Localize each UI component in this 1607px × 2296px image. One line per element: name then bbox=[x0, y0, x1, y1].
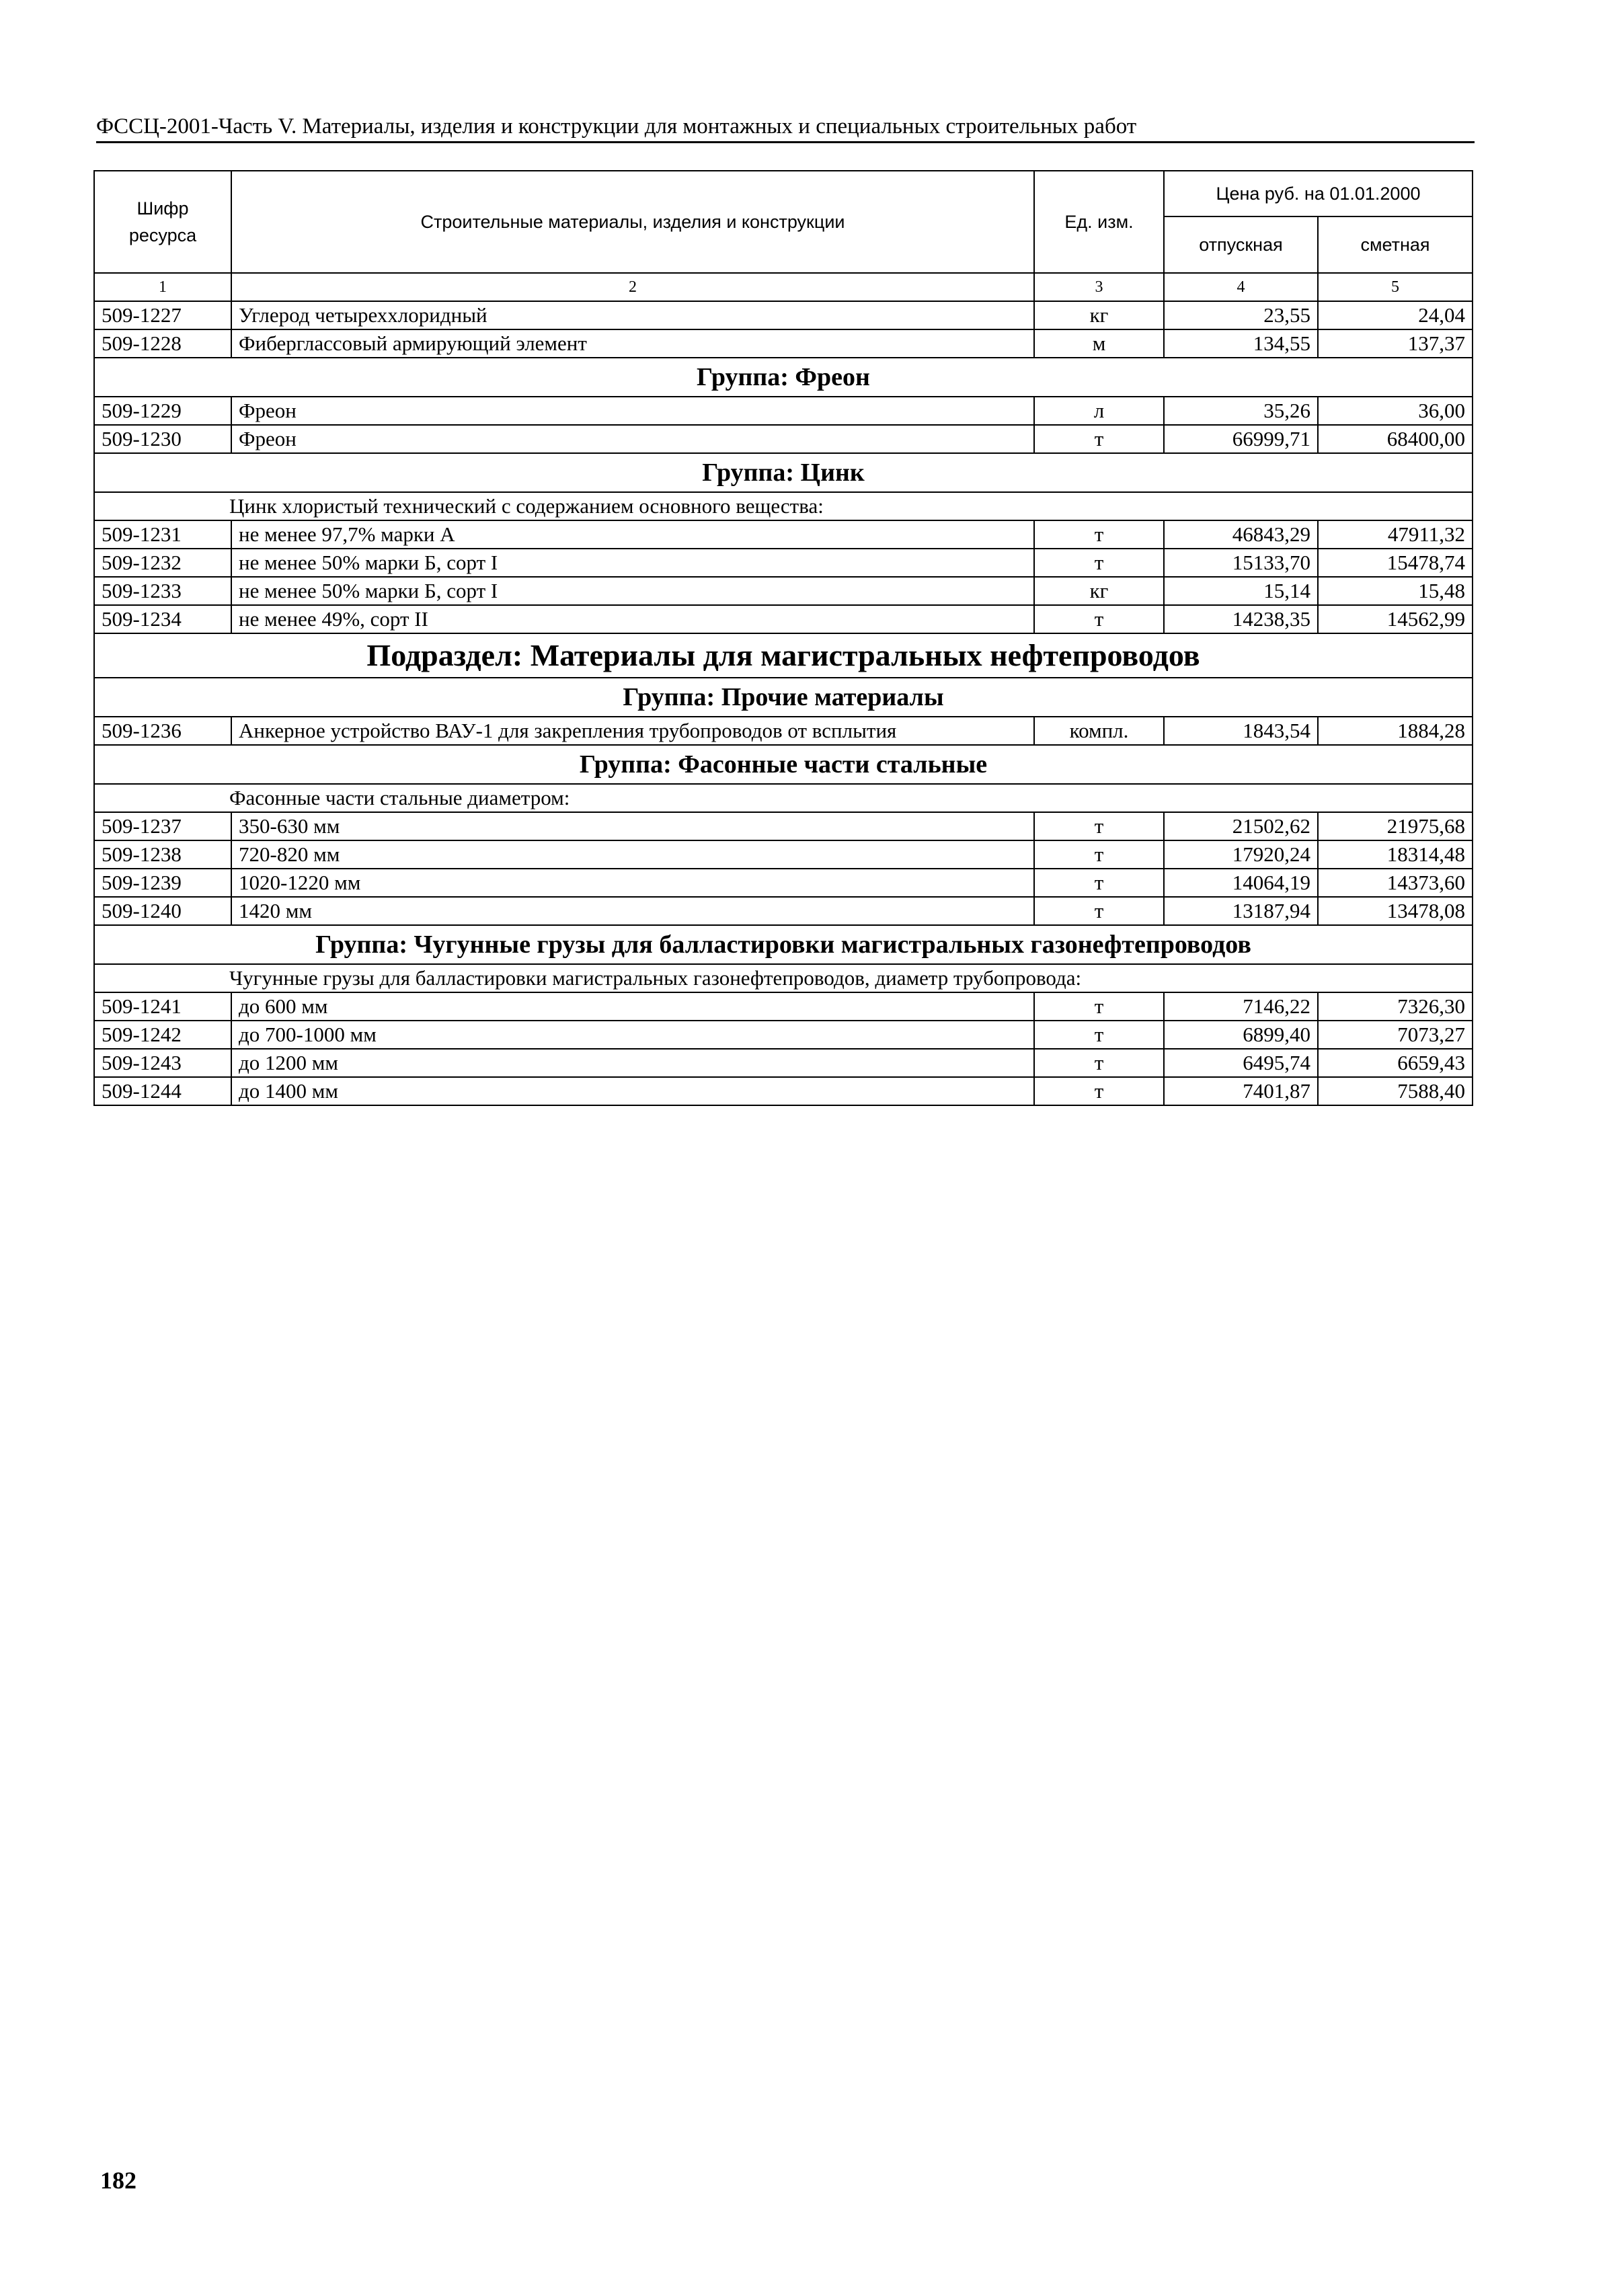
column-number: 3 bbox=[1034, 273, 1164, 301]
group-heading-row bbox=[94, 745, 1473, 784]
table-row bbox=[94, 301, 1473, 329]
material-name: 720-820 мм bbox=[231, 840, 1034, 869]
subsection-heading: Подраздел: Материалы для магистральных нефтепроводов bbox=[94, 633, 1473, 678]
resource-code: 509-1233 bbox=[94, 577, 231, 605]
column-header-price: Цена руб. на 01.01.2000 bbox=[1164, 171, 1473, 216]
estimate-price: 15,48 bbox=[1318, 577, 1473, 605]
release-price: 17920,24 bbox=[1164, 840, 1318, 869]
column-header-code: Шифр ресурса bbox=[94, 171, 231, 273]
release-price: 14064,19 bbox=[1164, 869, 1318, 897]
group-heading-row bbox=[94, 678, 1473, 717]
column-number: 4 bbox=[1164, 273, 1318, 301]
material-name: Углерод четыреххлоридный bbox=[231, 301, 1034, 329]
table-row bbox=[94, 549, 1473, 577]
group-heading: Группа: Фреон bbox=[94, 358, 1473, 397]
unit-of-measure: т bbox=[1034, 605, 1164, 633]
unit-of-measure: т bbox=[1034, 1049, 1164, 1077]
group-heading: Группа: Цинк bbox=[94, 453, 1473, 492]
estimate-price: 13478,08 bbox=[1318, 897, 1473, 925]
column-number: 5 bbox=[1318, 273, 1473, 301]
table-row bbox=[94, 1077, 1473, 1105]
resource-code: 509-1239 bbox=[94, 869, 231, 897]
estimate-price: 18314,48 bbox=[1318, 840, 1473, 869]
table-row bbox=[94, 329, 1473, 358]
release-price: 15133,70 bbox=[1164, 549, 1318, 577]
release-price: 35,26 bbox=[1164, 397, 1318, 425]
material-name: 350-630 мм bbox=[231, 812, 1034, 840]
resource-code: 509-1231 bbox=[94, 520, 231, 549]
estimate-price: 14562,99 bbox=[1318, 605, 1473, 633]
unit-of-measure: т bbox=[1034, 840, 1164, 869]
note-row bbox=[94, 492, 1473, 520]
unit-of-measure: кг bbox=[1034, 301, 1164, 329]
release-price: 46843,29 bbox=[1164, 520, 1318, 549]
release-price: 21502,62 bbox=[1164, 812, 1318, 840]
note-text: Чугунные грузы для балластировки магистральных газонефтепроводов, диаметр трубопровода: bbox=[94, 964, 1473, 992]
resource-code: 509-1243 bbox=[94, 1049, 231, 1077]
price-table bbox=[93, 170, 1473, 1106]
group-heading: Группа: Фасонные части стальные bbox=[94, 745, 1473, 784]
material-name: Фибергласcовый армирующий элемент bbox=[231, 329, 1034, 358]
release-price: 13187,94 bbox=[1164, 897, 1318, 925]
resource-code: 509-1228 bbox=[94, 329, 231, 358]
table-row bbox=[94, 605, 1473, 633]
column-header-name: Строительные материалы, изделия и конструкции bbox=[231, 171, 1034, 273]
material-name: Фреон bbox=[231, 425, 1034, 453]
release-price: 7401,87 bbox=[1164, 1077, 1318, 1105]
estimate-price: 7073,27 bbox=[1318, 1021, 1473, 1049]
resource-code: 509-1227 bbox=[94, 301, 231, 329]
resource-code: 509-1230 bbox=[94, 425, 231, 453]
release-price: 66999,71 bbox=[1164, 425, 1318, 453]
material-name: не менее 50% марки Б, сорт I bbox=[231, 577, 1034, 605]
release-price: 23,55 bbox=[1164, 301, 1318, 329]
resource-code: 509-1229 bbox=[94, 397, 231, 425]
estimate-price: 7588,40 bbox=[1318, 1077, 1473, 1105]
unit-of-measure: т bbox=[1034, 812, 1164, 840]
release-price: 1843,54 bbox=[1164, 717, 1318, 745]
table-row bbox=[94, 897, 1473, 925]
resource-code: 509-1234 bbox=[94, 605, 231, 633]
column-number-row bbox=[94, 273, 1473, 301]
resource-code: 509-1240 bbox=[94, 897, 231, 925]
table-row bbox=[94, 1049, 1473, 1077]
unit-of-measure: т bbox=[1034, 425, 1164, 453]
column-header-unit: Ед. изм. bbox=[1034, 171, 1164, 273]
material-name: до 700-1000 мм bbox=[231, 1021, 1034, 1049]
table-row bbox=[94, 840, 1473, 869]
unit-of-measure: кг bbox=[1034, 577, 1164, 605]
table-row bbox=[94, 869, 1473, 897]
page-header-title: ФССЦ-2001-Часть V. Материалы, изделия и конструкции для монтажных и специальных строительных работ bbox=[96, 113, 1475, 143]
release-price: 7146,22 bbox=[1164, 992, 1318, 1021]
unit-of-measure: т bbox=[1034, 1077, 1164, 1105]
unit-of-measure: т bbox=[1034, 897, 1164, 925]
unit-of-measure: т bbox=[1034, 869, 1164, 897]
table-body bbox=[94, 301, 1473, 1105]
subsection-heading-row bbox=[94, 633, 1473, 678]
estimate-price: 68400,00 bbox=[1318, 425, 1473, 453]
release-price: 14238,35 bbox=[1164, 605, 1318, 633]
material-name: не менее 49%, сорт II bbox=[231, 605, 1034, 633]
release-price: 15,14 bbox=[1164, 577, 1318, 605]
table-row bbox=[94, 397, 1473, 425]
table-row bbox=[94, 992, 1473, 1021]
material-name: до 1400 мм bbox=[231, 1077, 1034, 1105]
resource-code: 509-1232 bbox=[94, 549, 231, 577]
release-price: 134,55 bbox=[1164, 329, 1318, 358]
resource-code: 509-1236 bbox=[94, 717, 231, 745]
table-row bbox=[94, 425, 1473, 453]
note-row bbox=[94, 964, 1473, 992]
table-row bbox=[94, 1021, 1473, 1049]
resource-code: 509-1242 bbox=[94, 1021, 231, 1049]
unit-of-measure: л bbox=[1034, 397, 1164, 425]
estimate-price: 24,04 bbox=[1318, 301, 1473, 329]
column-header-estimate: сметная bbox=[1318, 216, 1473, 273]
page-number: 182 bbox=[100, 2167, 136, 2194]
material-name: до 600 мм bbox=[231, 992, 1034, 1021]
estimate-price: 15478,74 bbox=[1318, 549, 1473, 577]
table-row bbox=[94, 812, 1473, 840]
unit-of-measure: компл. bbox=[1034, 717, 1164, 745]
table-header-row bbox=[94, 171, 1473, 216]
estimate-price: 1884,28 bbox=[1318, 717, 1473, 745]
resource-code: 509-1244 bbox=[94, 1077, 231, 1105]
unit-of-measure: т bbox=[1034, 549, 1164, 577]
material-name: 1420 мм bbox=[231, 897, 1034, 925]
estimate-price: 21975,68 bbox=[1318, 812, 1473, 840]
resource-code: 509-1237 bbox=[94, 812, 231, 840]
material-name: Фреон bbox=[231, 397, 1034, 425]
estimate-price: 36,00 bbox=[1318, 397, 1473, 425]
unit-of-measure: т bbox=[1034, 520, 1164, 549]
material-name: до 1200 мм bbox=[231, 1049, 1034, 1077]
estimate-price: 47911,32 bbox=[1318, 520, 1473, 549]
group-heading: Группа: Чугунные грузы для балластировки магистральных газонефтепроводов bbox=[94, 925, 1473, 964]
material-name: не менее 97,7% марки А bbox=[231, 520, 1034, 549]
unit-of-measure: т bbox=[1034, 992, 1164, 1021]
table-row bbox=[94, 717, 1473, 745]
group-heading-row bbox=[94, 925, 1473, 964]
material-name: Анкерное устройство ВАУ-1 для закрепления трубопроводов от всплытия bbox=[231, 717, 1034, 745]
estimate-price: 137,37 bbox=[1318, 329, 1473, 358]
note-text: Фасонные части стальные диаметром: bbox=[94, 784, 1473, 812]
estimate-price: 14373,60 bbox=[1318, 869, 1473, 897]
material-name: не менее 50% марки Б, сорт I bbox=[231, 549, 1034, 577]
group-heading: Группа: Прочие материалы bbox=[94, 678, 1473, 717]
table-row bbox=[94, 577, 1473, 605]
note-row bbox=[94, 784, 1473, 812]
estimate-price: 7326,30 bbox=[1318, 992, 1473, 1021]
estimate-price: 6659,43 bbox=[1318, 1049, 1473, 1077]
unit-of-measure: т bbox=[1034, 1021, 1164, 1049]
column-number: 2 bbox=[231, 273, 1034, 301]
note-text: Цинк хлористый технический с содержанием основного вещества: bbox=[94, 492, 1473, 520]
unit-of-measure: м bbox=[1034, 329, 1164, 358]
resource-code: 509-1238 bbox=[94, 840, 231, 869]
resource-code: 509-1241 bbox=[94, 992, 231, 1021]
release-price: 6495,74 bbox=[1164, 1049, 1318, 1077]
column-number: 1 bbox=[94, 273, 231, 301]
table-row bbox=[94, 520, 1473, 549]
release-price: 6899,40 bbox=[1164, 1021, 1318, 1049]
material-name: 1020-1220 мм bbox=[231, 869, 1034, 897]
group-heading-row bbox=[94, 358, 1473, 397]
group-heading-row bbox=[94, 453, 1473, 492]
column-header-release: отпускная bbox=[1164, 216, 1318, 273]
